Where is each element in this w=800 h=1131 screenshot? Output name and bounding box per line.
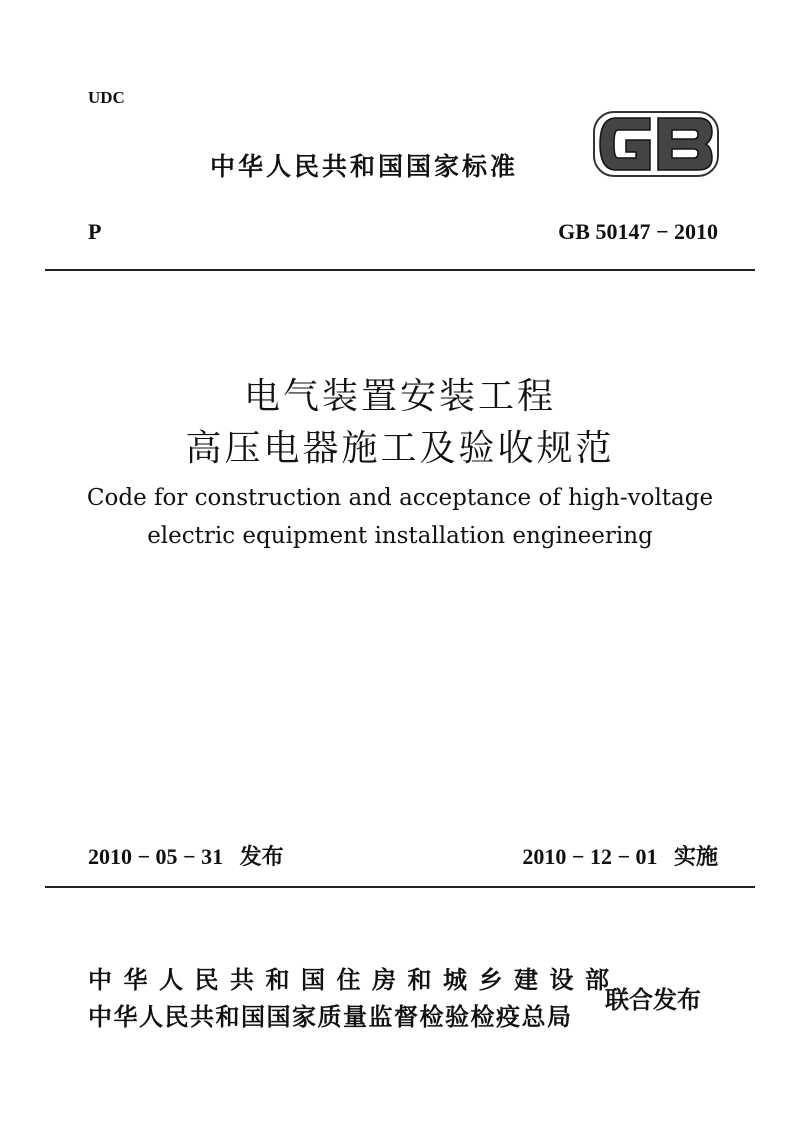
standard-type: 中华人民共和国国家标准 bbox=[210, 152, 519, 181]
standard-number: GB 50147 − 2010 bbox=[558, 219, 718, 244]
category-code: P bbox=[88, 219, 102, 244]
publisher-org1: 中华人民共和国住房和城乡建设部 bbox=[88, 966, 621, 994]
title-en-line2: electric equipment installation engineering bbox=[147, 523, 653, 549]
implement-date: 2010 − 12 − 01 bbox=[522, 844, 658, 869]
title-zh-line1: 电气装置安装工程 bbox=[243, 376, 556, 417]
title-zh-line2: 高压电器施工及验收规范 bbox=[185, 428, 615, 469]
implement-date-block bbox=[522, 840, 718, 871]
issue-date-block bbox=[88, 840, 284, 871]
publisher-org2: 中华人民共和国国家质量监督检验检疫总局 bbox=[88, 1003, 573, 1031]
issue-label: 发布 bbox=[239, 845, 284, 870]
implement-label: 实施 bbox=[673, 845, 718, 870]
udc-label: UDC bbox=[88, 88, 125, 107]
top-divider bbox=[45, 269, 755, 271]
issue-date: 2010 − 05 − 31 bbox=[88, 844, 224, 869]
title-en-line1: Code for construction and acceptance of high-voltage bbox=[86, 485, 714, 511]
gb-logo bbox=[590, 108, 722, 184]
joint-publish-label: 联合发布 bbox=[605, 986, 701, 1014]
bottom-divider bbox=[45, 886, 755, 888]
